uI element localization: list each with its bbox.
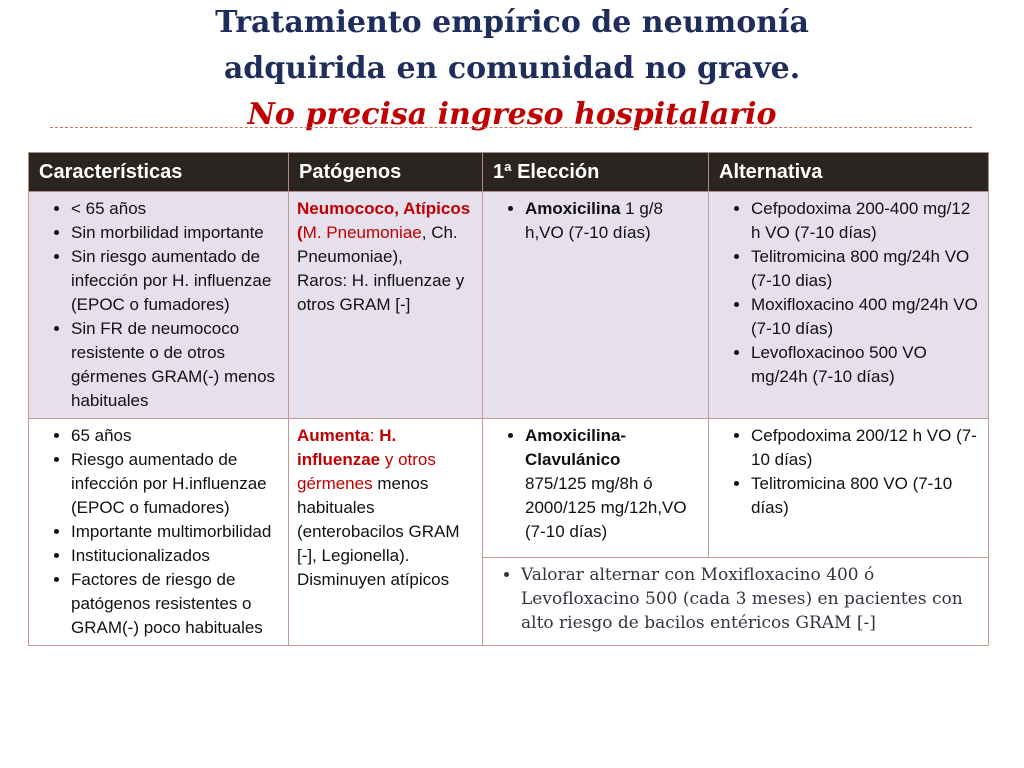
pathogen-mycoplasma: M. Pneumoniae	[302, 223, 422, 242]
table-header-row	[29, 153, 989, 192]
drug-name: Amoxicilina-Clavulánico	[525, 426, 627, 469]
list-item: • Telitromicina 800 mg/24h VO (7-10 dias)	[751, 245, 980, 293]
alternativa-list	[717, 197, 980, 389]
list-item: • Factores de riesgo de patógenos resistentes o GRAM(-) poco habituales	[71, 568, 280, 640]
list-item: • Cefpodoxima 200-400 mg/12 h VO (7-10 días)	[751, 197, 980, 245]
list-item: • Sin FR de neumococo resistente o de otros gérmenes GRAM(-) menos habituales	[71, 317, 280, 413]
eleccion-list	[491, 197, 700, 245]
list-item: • Sin morbilidad importante	[71, 221, 280, 245]
pathogen-chlamydia: , Ch. Pneumoniae),	[297, 223, 458, 266]
list-item: • Valorar alternar con Moxifloxacino 400 ó Levofloxacino 500 (cada 3 meses) en pacientes con alto riesgo de bacilos entéricos GRAM [-]	[521, 563, 980, 635]
cell-patogenos	[289, 419, 483, 646]
list-item: • 65 años	[71, 424, 280, 448]
eleccion-list	[491, 424, 700, 544]
pathogen-detail: menos habituales (enterobacilos GRAM [-], Legionella). Disminuyen atípicos	[297, 474, 460, 589]
cell-alternativa	[709, 419, 989, 558]
drug-name: Amoxicilina	[525, 199, 621, 218]
pathogen-aumenta: Aumenta	[297, 426, 370, 445]
pathogen-colon: :	[369, 426, 380, 445]
table-row	[29, 192, 989, 419]
header-caracteristicas: Características	[29, 153, 289, 192]
cell-nota	[483, 557, 989, 645]
table-row	[29, 419, 989, 558]
list-item: • Moxifloxacino 400 mg/24h VO (7-10 días)	[751, 293, 980, 341]
cell-eleccion	[483, 419, 709, 558]
list-item: • < 65 años	[71, 197, 280, 221]
drug-dose: 1 g/8 h,VO (7-10 días)	[525, 199, 663, 242]
caracteristicas-list	[37, 197, 280, 413]
pathogen-main: Neumococo, Atípicos (	[297, 199, 471, 242]
nota-list	[491, 563, 980, 635]
list-item: • Telitromicina 800 VO (7-10 días)	[751, 472, 980, 520]
slide-title	[0, 0, 1024, 138]
header-patogenos: Patógenos	[289, 153, 483, 192]
title-line-2: adquirida en comunidad no grave.	[223, 51, 801, 86]
header-alternativa: Alternativa	[709, 153, 989, 192]
cell-caracteristicas	[29, 419, 289, 646]
list-item: • Riesgo aumentado de infección por H.influenzae (EPOC o fumadores)	[71, 448, 280, 520]
caracteristicas-list	[37, 424, 280, 640]
cell-eleccion	[483, 192, 709, 419]
pathogen-otros: y otros gérmenes	[297, 450, 436, 493]
cell-alternativa	[709, 192, 989, 419]
cell-caracteristicas	[29, 192, 289, 419]
title-line-1: Tratamiento empírico de neumonía	[215, 5, 809, 40]
pathogen-h-influenzae: H. influenzae	[297, 426, 397, 469]
header-eleccion: 1ª Elección	[483, 153, 709, 192]
treatment-table	[28, 152, 989, 646]
list-item	[525, 197, 700, 245]
cell-patogenos	[289, 192, 483, 419]
list-item: • Sin riesgo aumentado de infección por H. influenzae (EPOC o fumadores)	[71, 245, 280, 317]
list-item	[525, 424, 700, 544]
pathogen-raros: Raros: H. influenzae y otros GRAM [-]	[297, 271, 465, 314]
list-item: • Cefpodoxima 200/12 h VO (7-10 días)	[751, 424, 980, 472]
title-divider	[50, 127, 972, 128]
drug-dose: 875/125 mg/8h ó 2000/125 mg/12h,VO (7-10 días)	[525, 474, 687, 541]
list-item: • Importante multimorbilidad	[71, 520, 280, 544]
list-item: • Levofloxacinoo 500 VO mg/24h (7-10 días)	[751, 341, 980, 389]
title-subtitle: No precisa ingreso hospitalario	[247, 97, 777, 132]
alternativa-list	[717, 424, 980, 520]
list-item: • Institucionalizados	[71, 544, 280, 568]
